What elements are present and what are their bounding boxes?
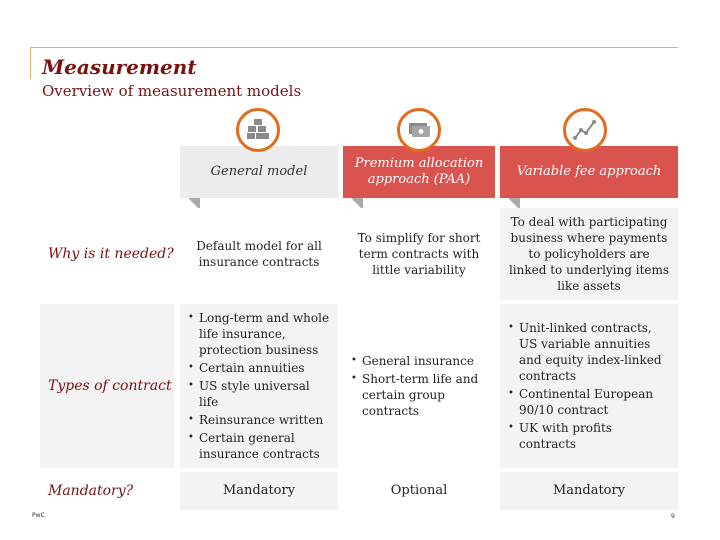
- cell-mandatory-paa: [343, 472, 495, 510]
- cell-why-general: [180, 208, 338, 300]
- stacked-coins-icon: [236, 108, 280, 152]
- list-item: • Certain general insurance contracts: [188, 430, 332, 462]
- list-item: • Short-term life and certain group contracts: [351, 371, 489, 419]
- list-item: • UK with profits contracts: [508, 420, 672, 452]
- cell-why-paa: [343, 208, 495, 300]
- cell-mandatory-variable: [500, 472, 678, 510]
- slide-subtitle: Overview of measurement models: [42, 82, 302, 100]
- cell-mandatory-general: [180, 472, 338, 510]
- cell-why-variable-text: To deal with participating business where payments to policyholders are linked to underlying items like assets: [508, 215, 670, 293]
- row-label-mandatory-text: Mandatory?: [48, 483, 134, 499]
- row-label-why-text: Why is it needed?: [48, 246, 174, 262]
- list-item: • Long-term and whole life insurance, protection business: [188, 310, 332, 358]
- list-item: • General insurance: [351, 353, 489, 369]
- list-item: • Continental European 90/10 contract: [508, 386, 672, 418]
- slide-title: Measurement: [42, 55, 197, 79]
- row-label-mandatory: [40, 472, 174, 510]
- list-item: • Reinsurance written: [188, 412, 332, 428]
- types-general-list: [188, 308, 332, 464]
- row-label-why: [40, 208, 174, 300]
- types-paa-list: [351, 351, 489, 421]
- list-item: • Unit-linked contracts, US variable annuities and equity index-linked contracts: [508, 320, 672, 384]
- frame-left-line: [30, 47, 31, 79]
- column-header-paa: Premium allocation approach (PAA): [343, 146, 495, 198]
- cell-why-variable: [500, 208, 678, 300]
- cell-why-general-text: Default model for all insurance contracts: [196, 239, 322, 269]
- list-item: • Certain annuities: [188, 360, 332, 376]
- cell-types-variable: [500, 304, 678, 468]
- cell-types-paa: [343, 304, 495, 468]
- cell-why-paa-text: To simplify for short term contracts with little variability: [357, 231, 481, 277]
- frame-top-line: [30, 47, 678, 48]
- row-label-types: [40, 304, 174, 468]
- types-variable-list: [508, 318, 672, 454]
- pwc-logo: PwC: [32, 512, 45, 519]
- row-label-types-text: Types of contract: [48, 378, 172, 394]
- list-item: • US style universal life: [188, 378, 332, 410]
- cash-register-icon: [397, 108, 441, 152]
- column-header-variable-fee: Variable fee approach: [500, 146, 678, 198]
- line-chart-icon: [563, 108, 607, 152]
- cell-types-general: [180, 304, 338, 468]
- page-number: 9: [671, 513, 675, 520]
- cell-mandatory-general-text: Mandatory: [222, 483, 296, 498]
- cell-mandatory-variable-text: Mandatory: [552, 483, 626, 498]
- cell-mandatory-paa-text: Optional: [390, 483, 448, 498]
- column-header-general-model: General model: [180, 146, 338, 198]
